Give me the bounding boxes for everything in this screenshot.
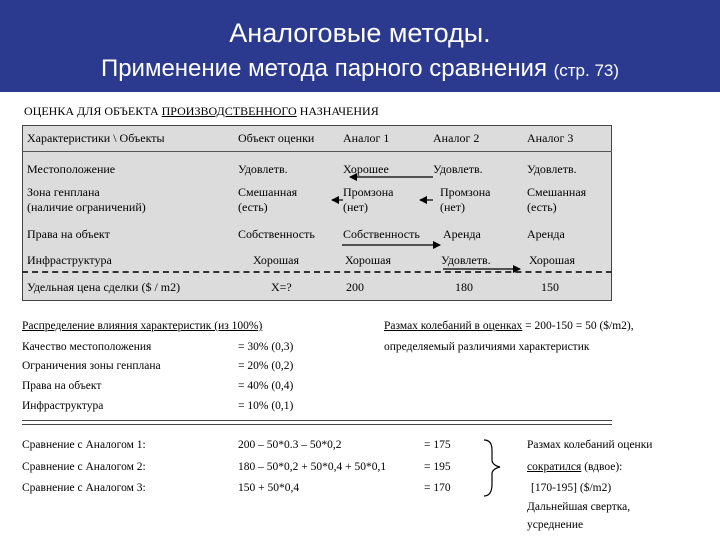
distribution-value-location: = 30% (0,3) [238, 341, 294, 353]
row-zoning-analog-1: Промзона (нет) [343, 185, 394, 214]
comparison-1-result: = 175 [424, 439, 451, 451]
row-price-analog-2: 180 [455, 280, 473, 294]
distribution-label-infrastructure: Инфраструктура [22, 400, 104, 412]
row-location-subject: Удовлетв. [238, 162, 288, 176]
comparison-1-label: Сравнение с Аналогом 1: [22, 439, 146, 451]
row-zoning-analog-2: Промзона (нет) [440, 185, 491, 214]
row-rights-analog-1: Собственность [343, 227, 420, 241]
comparison-3-result: = 170 [424, 482, 451, 494]
slide-title: Аналоговые методы. [229, 18, 491, 48]
subtitle-main: Применение метода парного сравнения [100, 55, 547, 82]
row-rights-analog-2: Аренда [443, 227, 481, 241]
row-zoning-analog-3: Смешанная (есть) [527, 185, 587, 214]
assessment-suffix: НАЗНАЧЕНИЯ [296, 104, 379, 118]
range-line-2: определяемый различиями характеристик [384, 341, 590, 353]
assessment-prefix: ОЦЕНКА ДЛЯ ОБЪЕКТА [24, 104, 162, 118]
conclusion-line-5: усреднение [527, 519, 584, 531]
row-location-analog-3: Удовлетв. [527, 162, 577, 176]
row-zoning-label: Зона генплана (наличие ограничений) [27, 185, 146, 214]
conclusion-line-2-rest: (вдвое): [581, 461, 623, 473]
conclusion-line-3: [170-195] ($/m2) [531, 482, 612, 494]
row-infrastructure-analog-3: Хорошая [529, 253, 575, 267]
comparison-3-label: Сравнение с Аналогом 3: [22, 482, 146, 494]
conclusion-line-2 [527, 461, 622, 473]
table-header-analog-1: Аналог 1 [343, 131, 390, 145]
distribution-label-rights: Права на объект [22, 380, 102, 392]
row-rights-label: Права на объект [27, 227, 110, 241]
comparison-2-result: = 195 [424, 461, 451, 473]
subtitle-page-ref: (стр. 73) [553, 61, 620, 80]
comparison-2-formula: 180 – 50*0,2 + 50*0,4 + 50*0,1 [238, 461, 387, 473]
range-line-1 [384, 320, 634, 332]
row-price-subject: X=? [271, 280, 292, 294]
distribution-label-location: Качество местоположения [22, 341, 152, 353]
row-infrastructure-analog-2: Удовлетв. [441, 253, 491, 267]
comparison-3-formula: 150 + 50*0,4 [238, 482, 300, 494]
range-underlined: Размах колебаний в оценках [384, 320, 523, 332]
section-double-divider [22, 420, 612, 425]
row-rights-analog-3: Аренда [527, 227, 565, 241]
row-infrastructure-analog-1: Хорошая [345, 253, 391, 267]
row-price-label: Удельная цена сделки ($ / m2) [27, 280, 181, 294]
distribution-value-zoning: = 20% (0,2) [238, 360, 294, 372]
comparison-1-formula: 200 – 50*0.3 – 50*0,2 [238, 439, 342, 451]
row-location-label: Местоположение [27, 162, 116, 176]
distribution-title [22, 320, 262, 332]
conclusion-line-4: Дальнейшая свертка, [527, 501, 631, 513]
row-price-analog-3: 150 [541, 280, 559, 294]
table-header-analog-2: Аналог 2 [433, 131, 480, 145]
result-brace-icon [484, 440, 500, 496]
row-rights-subject: Собственность [238, 227, 315, 241]
table-header-characteristics: Характеристики \ Объекты [27, 131, 165, 145]
conclusion-line-1: Размах колебаний оценки [527, 439, 653, 451]
table-header-subject: Объект оценки [238, 131, 315, 145]
distribution-value-rights: = 40% (0,4) [238, 380, 294, 392]
range-rest: = 200-150 = 50 ($/m2), [522, 320, 634, 332]
assessment-underlined: ПРОИЗВОДСТВЕННОГО [161, 104, 297, 118]
distribution-title-text: Распределение влияния характеристик (из 100%) [22, 320, 263, 332]
distribution-value-infrastructure: = 10% (0,1) [238, 400, 294, 412]
row-location-analog-2: Удовлетв. [433, 162, 483, 176]
row-infrastructure-subject: Хорошая [253, 253, 299, 267]
row-price-analog-1: 200 [346, 280, 364, 294]
row-location-analog-1: Хорошее [343, 162, 389, 176]
table-header-analog-3: Аналог 3 [527, 131, 574, 145]
comparison-2-label: Сравнение с Аналогом 2: [22, 461, 146, 473]
row-infrastructure-label: Инфраструктура [27, 253, 112, 267]
distribution-label-zoning: Ограничения зоны генплана [22, 360, 161, 372]
row-zoning-subject: Смешанная (есть) [238, 185, 298, 214]
conclusion-underlined: сократился [527, 461, 582, 473]
